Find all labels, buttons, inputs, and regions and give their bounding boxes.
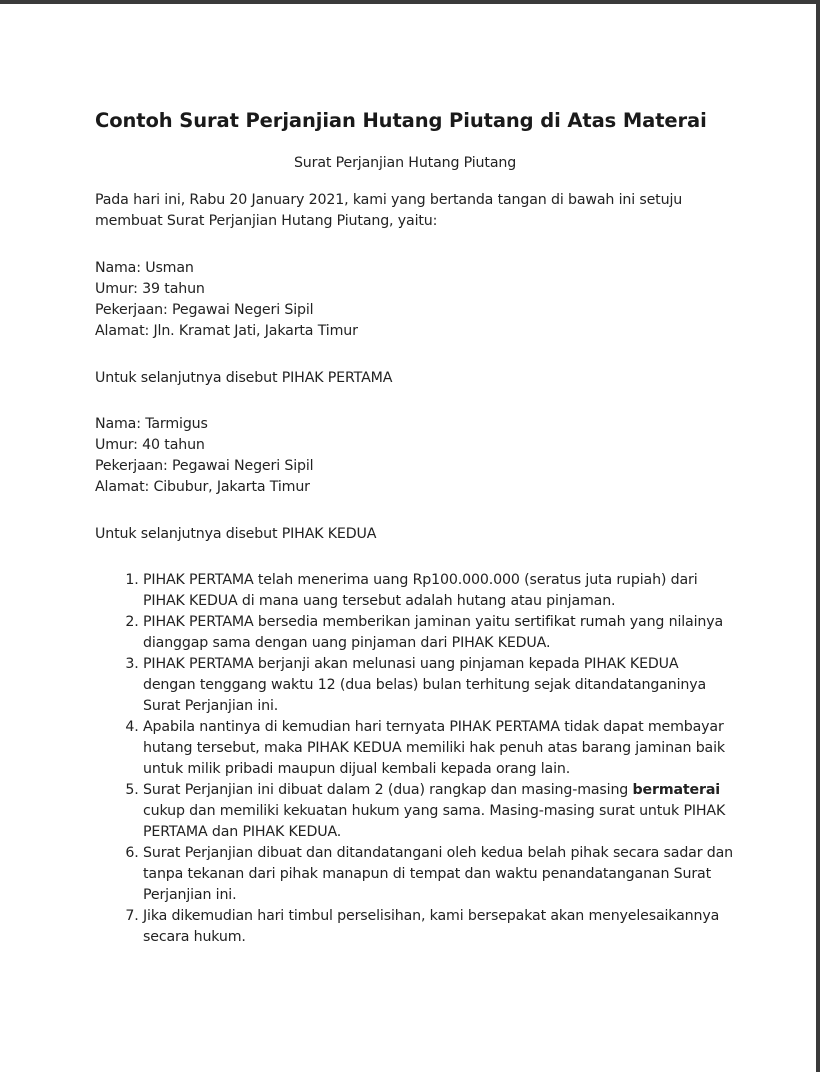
page-title: Contoh Surat Perjanjian Hutang Piutang di Atas Materai <box>95 109 707 132</box>
party-first-note: Untuk selanjutnya disebut PIHAK PERTAMA <box>95 370 393 386</box>
term-text-pre: Surat Perjanjian ini dibuat dalam 2 (dua) rangkap dan masing-masing <box>143 782 633 798</box>
party-first-address: Alamat: Jln. Kramat Jati, Jakarta Timur <box>95 323 358 339</box>
list-item <box>143 906 735 948</box>
list-item <box>143 717 735 780</box>
term-text: Surat Perjanjian dibuat dan ditandatangani oleh kedua belah pihak secara sadar dan tanpa tekanan dari pihak manapun di tempat dan waktu penandatanganan Surat Perjanjian ini. <box>143 845 734 903</box>
term-text: Apabila nantinya di kemudian hari ternyata PIHAK PERTAMA tidak dapat membayar hutang tersebut, maka PIHAK KEDUA memiliki hak penuh atas barang jaminan baik untuk milik pribadi maupun dijual kembali kepada orang lain. <box>143 719 725 777</box>
party-second-address: Alamat: Cibubur, Jakarta Timur <box>95 479 310 495</box>
term-text: PIHAK PERTAMA berjanji akan melunasi uang pinjaman kepada PIHAK KEDUA dengan tenggang waktu 12 (dua belas) bulan terhitung sejak ditandatanganinya Surat Perjanjian ini. <box>143 656 707 714</box>
party-first-job: Pekerjaan: Pegawai Negeri Sipil <box>95 302 314 318</box>
party-second-age: Umur: 40 tahun <box>95 437 205 453</box>
party-first-name: Nama: Usman <box>95 260 194 276</box>
list-item <box>143 780 735 843</box>
sertifikat-rumah-link[interactable]: sertifikat rumah <box>514 614 626 630</box>
party-second-note: Untuk selanjutnya disebut PIHAK KEDUA <box>95 526 377 542</box>
party-first-details <box>95 258 735 342</box>
term-text: PIHAK PERTAMA telah menerima uang Rp100.000.000 (seratus juta rupiah) dari PIHAK KEDUA di mana uang tersebut adalah hutang atau pinjaman. <box>143 572 698 609</box>
term-text-post: cukup dan memiliki kekuatan hukum yang sama. Masing-masing surat untuk PIHAK PERTAMA dan PIHAK KEDUA. <box>143 803 726 840</box>
party-second-details <box>95 414 735 498</box>
term-text: Jika dikemudian hari timbul perselisihan, kami bersepakat akan menyelesaikannya secara hukum. <box>143 908 720 945</box>
party-second-job: Pekerjaan: Pegawai Negeri Sipil <box>95 458 314 474</box>
list-item <box>143 654 735 717</box>
intro-paragraph: Pada hari ini, Rabu 20 January 2021, kami yang bertanda tangan di bawah ini setuju membuat Surat Perjanjian Hutang Piutang, yaitu: <box>95 192 683 229</box>
list-item <box>143 843 735 906</box>
bermaterai-bold-text: bermaterai <box>632 782 720 798</box>
term-text-pre: PIHAK PERTAMA bersedia memberikan jaminan yaitu <box>143 614 515 630</box>
list-item <box>143 570 735 612</box>
document-content <box>95 107 735 948</box>
party-first-age: Umur: 39 tahun <box>95 281 205 297</box>
party-second-name: Nama: Tarmigus <box>95 416 208 432</box>
agreement-terms-list <box>95 570 735 948</box>
term-text-post: yang nilainya dianggap sama dengan uang pinjaman dari PIHAK KEDUA. <box>143 614 724 651</box>
document-subtitle: Surat Perjanjian Hutang Piutang <box>293 155 517 171</box>
list-item <box>143 612 735 654</box>
